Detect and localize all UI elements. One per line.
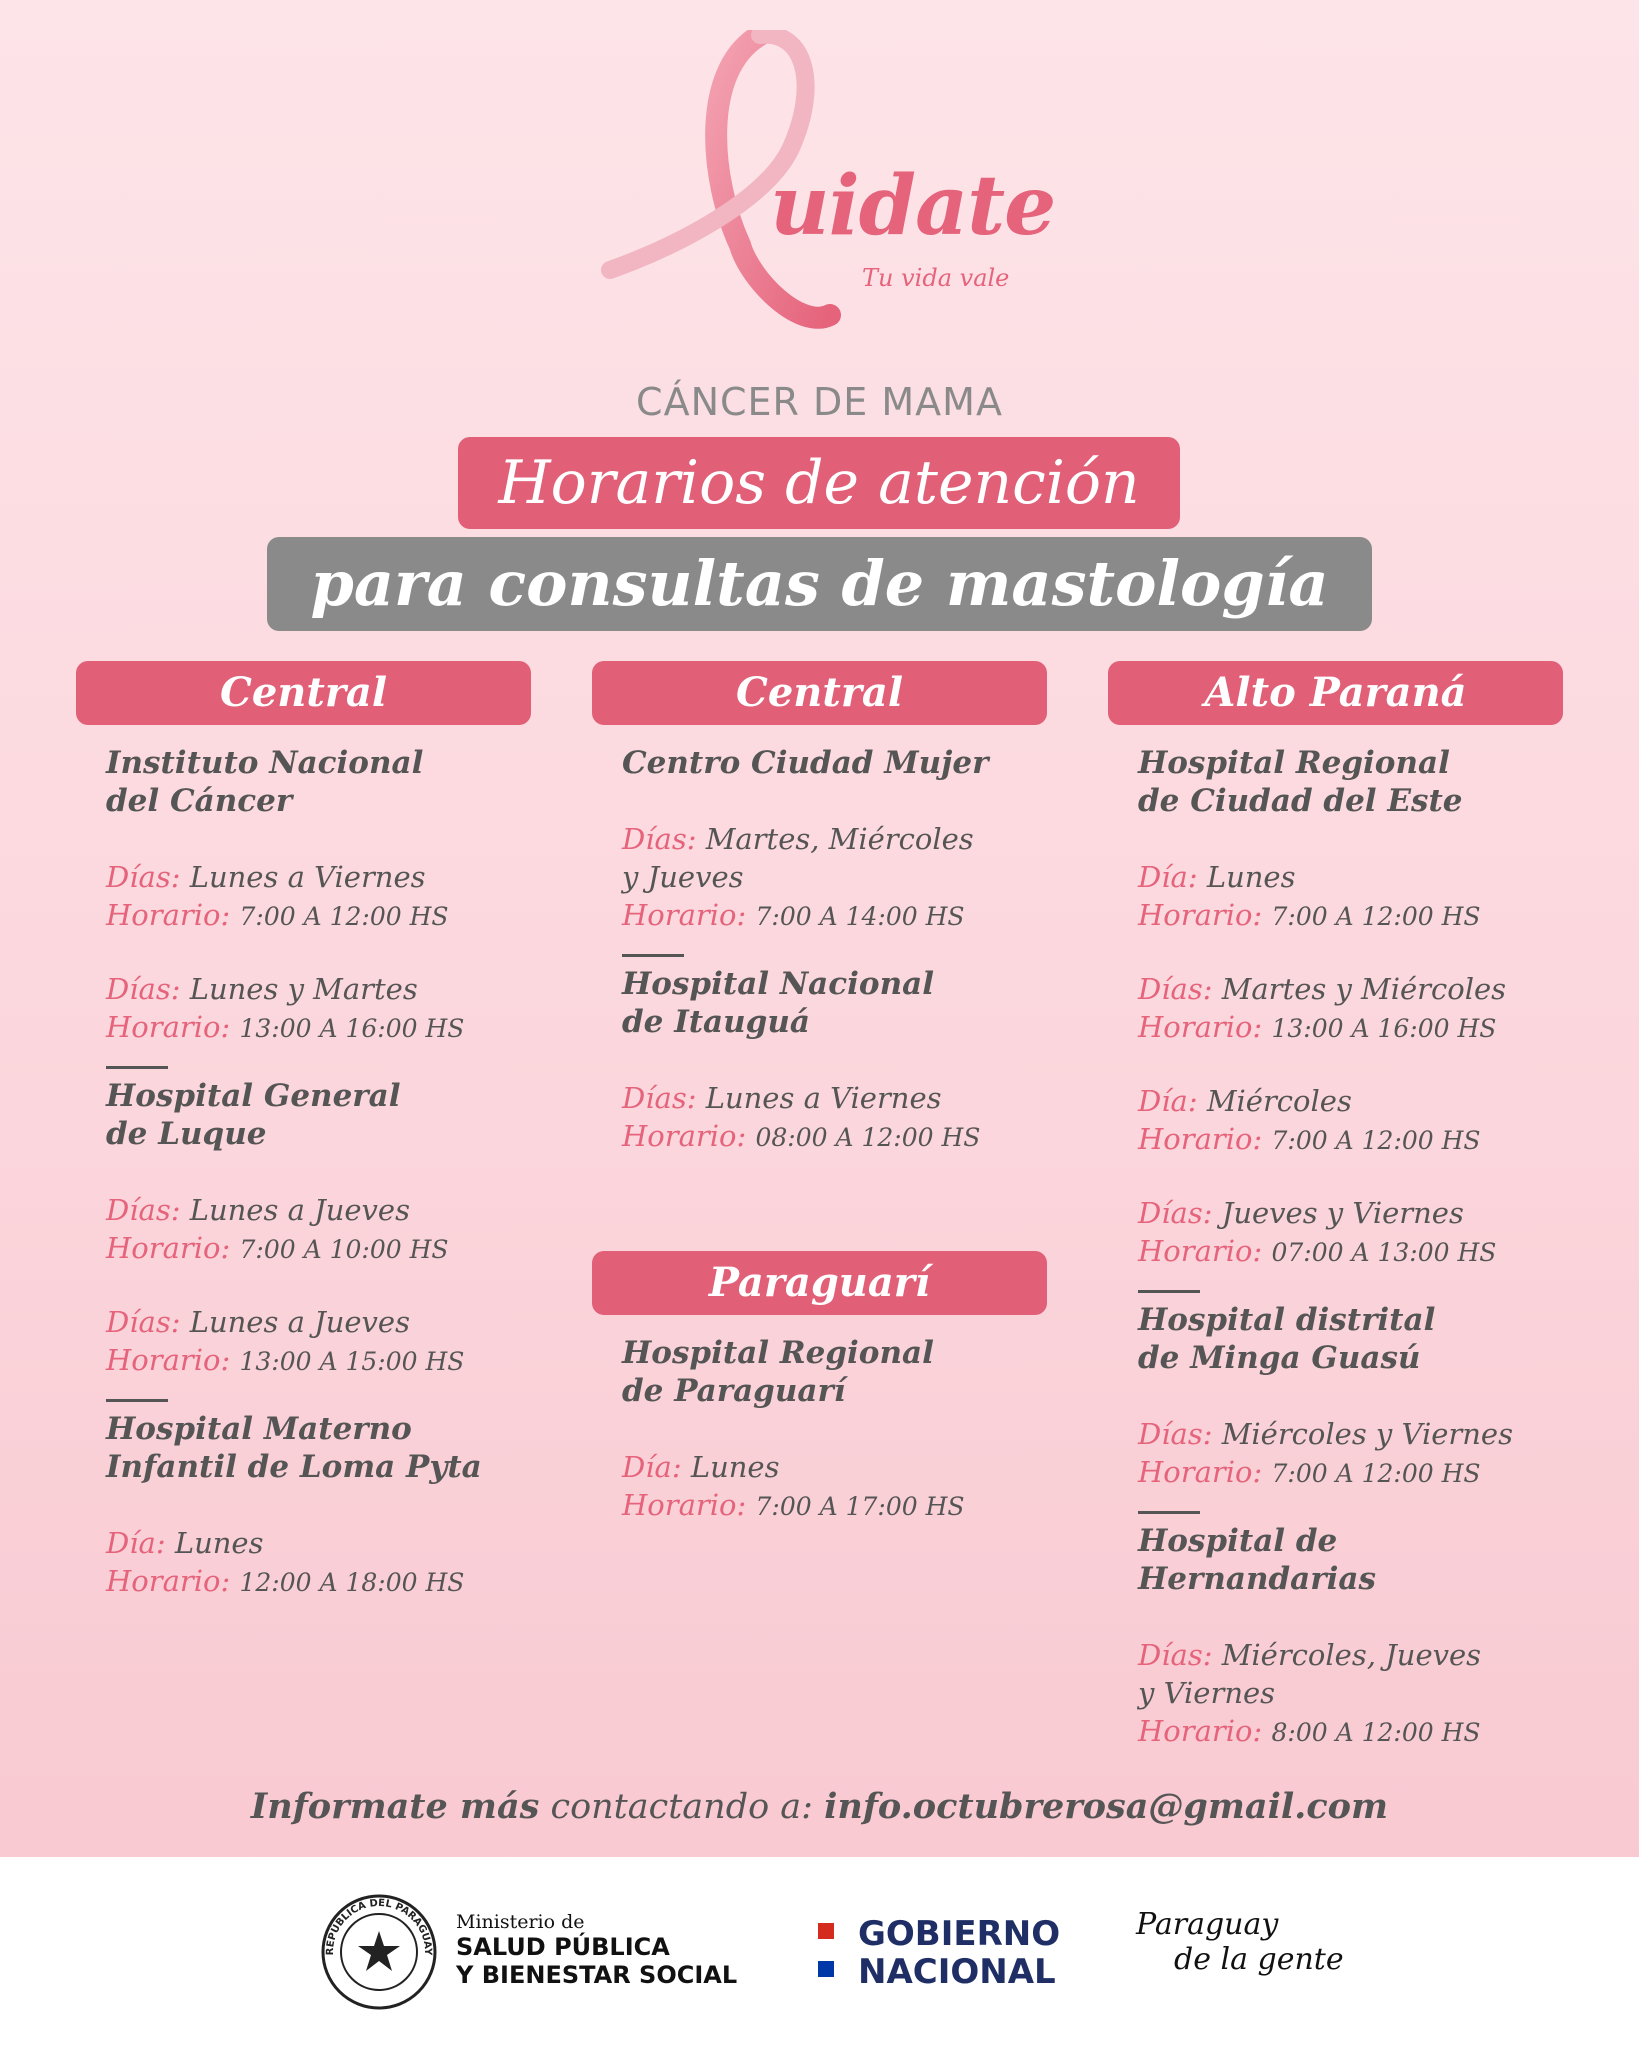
hospital-name: Instituto Nacional del Cáncer (106, 745, 424, 819)
hours-line (1138, 896, 1598, 936)
contact-line (0, 1786, 1639, 1827)
region-header-central-1: Central (76, 661, 531, 725)
days-label: Días: (1138, 1638, 1213, 1672)
hours-label: Horario: (622, 1488, 747, 1522)
hours-label: Horario: (622, 1119, 747, 1153)
footer (0, 1857, 1639, 2048)
hours-label: Horario: (1138, 898, 1263, 932)
seal-text: REPÚBLICA DEL PARAGUAY (324, 1897, 434, 1956)
hours-value: 7:00 A 12:00 HS (239, 902, 449, 931)
days-value: Lunes a Viernes (189, 860, 426, 894)
schedule-block (622, 1079, 1082, 1157)
days-line (622, 1079, 1082, 1117)
days-label: Días: (1138, 972, 1213, 1006)
days-label: Días: (106, 860, 181, 894)
days-line (106, 1524, 566, 1562)
schedule-block (106, 1191, 566, 1269)
hours-value: 7:00 A 12:00 HS (1271, 902, 1481, 931)
hours-label: Horario: (106, 898, 231, 932)
hours-value: 7:00 A 12:00 HS (1271, 1126, 1481, 1155)
hours-line (622, 896, 1082, 936)
hours-line (1138, 1232, 1598, 1272)
region-header-paraguari: Paraguarí (592, 1251, 1047, 1315)
days-label: Día: (622, 1450, 682, 1484)
hours-line (622, 1486, 1082, 1526)
days-line (1138, 1415, 1598, 1453)
hours-label: Horario: (1138, 1010, 1263, 1044)
days-label: Días: (622, 1081, 697, 1115)
paraguay-de-la-gente-logo (1136, 1907, 1344, 1977)
days-line (1138, 1082, 1598, 1120)
schedule-block (106, 1524, 566, 1602)
days-line (1138, 970, 1598, 1008)
hours-line (106, 1229, 566, 1269)
ministry-line3: Y BIENESTAR SOCIAL (456, 1961, 738, 1989)
hospital-name: Hospital Nacional de Itauguá (622, 966, 934, 1040)
hours-value: 07:00 A 13:00 HS (1271, 1238, 1497, 1267)
days-value: Lunes a Jueves (189, 1193, 410, 1227)
days-label: Días: (622, 822, 697, 856)
hours-line (106, 896, 566, 936)
hours-line (106, 1341, 566, 1381)
hospital-divider (622, 954, 684, 957)
hours-value: 8:00 A 12:00 HS (1271, 1718, 1481, 1747)
contact-strong: Informate más (250, 1786, 540, 1827)
days-line (1138, 1636, 1598, 1712)
hours-value: 08:00 A 12:00 HS (755, 1123, 981, 1152)
region-header-alto-parana: Alto Paraná (1108, 661, 1563, 725)
days-value: Lunes a Viernes (705, 1081, 942, 1115)
hours-label: Horario: (106, 1231, 231, 1265)
hours-label: Horario: (1138, 1455, 1263, 1489)
hospital-name: Hospital Regional de Paraguarí (622, 1335, 934, 1409)
hospital-divider (106, 1399, 168, 1402)
hours-value: 7:00 A 17:00 HS (755, 1492, 965, 1521)
hospital-name: Hospital General de Luque (106, 1078, 401, 1152)
hospital-divider (1138, 1511, 1200, 1514)
hours-line (1138, 1120, 1598, 1160)
schedule-block (622, 1448, 1082, 1526)
hours-line (1138, 1453, 1598, 1493)
days-value: Martes, Miércoles y Jueves (622, 822, 974, 894)
days-line (106, 970, 566, 1008)
schedule-block (1138, 1636, 1598, 1752)
ministry-line2: SALUD PÚBLICA (456, 1933, 670, 1961)
ministry-line1: Ministerio de (456, 1911, 585, 1933)
hours-value: 13:00 A 15:00 HS (239, 1347, 465, 1376)
days-label: Días: (106, 1305, 181, 1339)
days-value: Lunes (174, 1526, 264, 1560)
column-central-1 (106, 744, 566, 1602)
schedule-block (1138, 858, 1598, 936)
column-alto-parana (1138, 744, 1598, 1752)
days-line (106, 1191, 566, 1229)
contact-middle: contactando a: (539, 1787, 825, 1827)
republic-seal-icon (320, 1893, 438, 2011)
hours-line (622, 1117, 1082, 1157)
hours-label: Horario: (106, 1564, 231, 1598)
days-value: Miércoles (1206, 1084, 1352, 1118)
days-label: Día: (1138, 1084, 1198, 1118)
gov-line2: NACIONAL (858, 1952, 1056, 1992)
title-banner-pink: Horarios de atención (458, 437, 1180, 529)
days-label: Días: (106, 972, 181, 1006)
subtitle: CÁNCER DE MAMA (636, 380, 1003, 424)
days-line (1138, 858, 1598, 896)
hours-label: Horario: (1138, 1234, 1263, 1268)
hours-line (106, 1562, 566, 1602)
days-value: Lunes a Jueves (189, 1305, 410, 1339)
hours-label: Horario: (106, 1343, 231, 1377)
schedule-block (622, 820, 1082, 936)
days-line (622, 1448, 1082, 1486)
cuidate-logo (590, 30, 1060, 360)
hospital-divider (1138, 1290, 1200, 1293)
days-label: Días: (1138, 1417, 1213, 1451)
schedule-block (1138, 1194, 1598, 1272)
hours-line (106, 1008, 566, 1048)
ministry-logo (456, 1911, 737, 1989)
days-value: Lunes (1206, 860, 1296, 894)
brand-line1: Paraguay (1136, 1907, 1279, 1942)
contact-email-link[interactable]: info.octubrerosa@gmail.com (824, 1786, 1389, 1827)
hours-value: 13:00 A 16:00 HS (239, 1014, 465, 1043)
hospital-name: Hospital Regional de Ciudad del Este (1138, 745, 1463, 819)
gov-line1: GOBIERNO (858, 1914, 1061, 1954)
hours-label: Horario: (1138, 1122, 1263, 1156)
schedule-block (106, 1303, 566, 1381)
hours-value: 7:00 A 14:00 HS (755, 902, 965, 931)
hours-value: 13:00 A 16:00 HS (1271, 1014, 1497, 1043)
days-label: Días: (1138, 1196, 1213, 1230)
flag-blue-square-icon (818, 1961, 834, 1977)
days-value: Miércoles y Viernes (1221, 1417, 1513, 1451)
hours-label: Horario: (1138, 1714, 1263, 1748)
title-banner-gray: para consultas de mastología (267, 537, 1372, 631)
days-line (622, 820, 1082, 896)
hours-value: 12:00 A 18:00 HS (239, 1568, 465, 1597)
hours-value: 7:00 A 12:00 HS (1271, 1459, 1481, 1488)
days-line (106, 1303, 566, 1341)
days-line (106, 858, 566, 896)
schedule-block (1138, 970, 1598, 1048)
hours-value: 7:00 A 10:00 HS (239, 1235, 449, 1264)
days-line (1138, 1194, 1598, 1232)
hours-line (1138, 1712, 1598, 1752)
region-header-central-2: Central (592, 661, 1047, 725)
days-label: Días: (106, 1193, 181, 1227)
column-paraguari (622, 1334, 1082, 1526)
hours-label: Horario: (622, 898, 747, 932)
schedule-block (106, 970, 566, 1048)
days-value: Lunes y Martes (189, 972, 418, 1006)
brand-line2: de la gente (1174, 1942, 1344, 1977)
days-value: Jueves y Viernes (1221, 1196, 1464, 1230)
hospital-name: Centro Ciudad Mujer (622, 745, 989, 781)
hours-line (1138, 1008, 1598, 1048)
hospital-name: Hospital distrital de Minga Guasú (1138, 1302, 1436, 1376)
days-value: Miércoles, Jueves y Viernes (1138, 1638, 1482, 1710)
hospital-name: Hospital Materno Infantil de Loma Pyta (106, 1411, 482, 1485)
logo-word: uidate (770, 158, 1056, 254)
schedule-block (1138, 1415, 1598, 1493)
days-value: Lunes (690, 1450, 780, 1484)
schedule-block (106, 858, 566, 936)
column-central-2 (622, 744, 1082, 1157)
logo-tagline: Tu vida vale (862, 264, 1010, 292)
hospital-name: Hospital de Hernandarias (1138, 1523, 1376, 1597)
hospital-divider (106, 1066, 168, 1069)
hours-label: Horario: (106, 1010, 231, 1044)
days-label: Día: (106, 1526, 166, 1560)
days-value: Martes y Miércoles (1221, 972, 1507, 1006)
days-label: Día: (1138, 860, 1198, 894)
schedule-block (1138, 1082, 1598, 1160)
flag-red-square-icon (818, 1923, 834, 1939)
